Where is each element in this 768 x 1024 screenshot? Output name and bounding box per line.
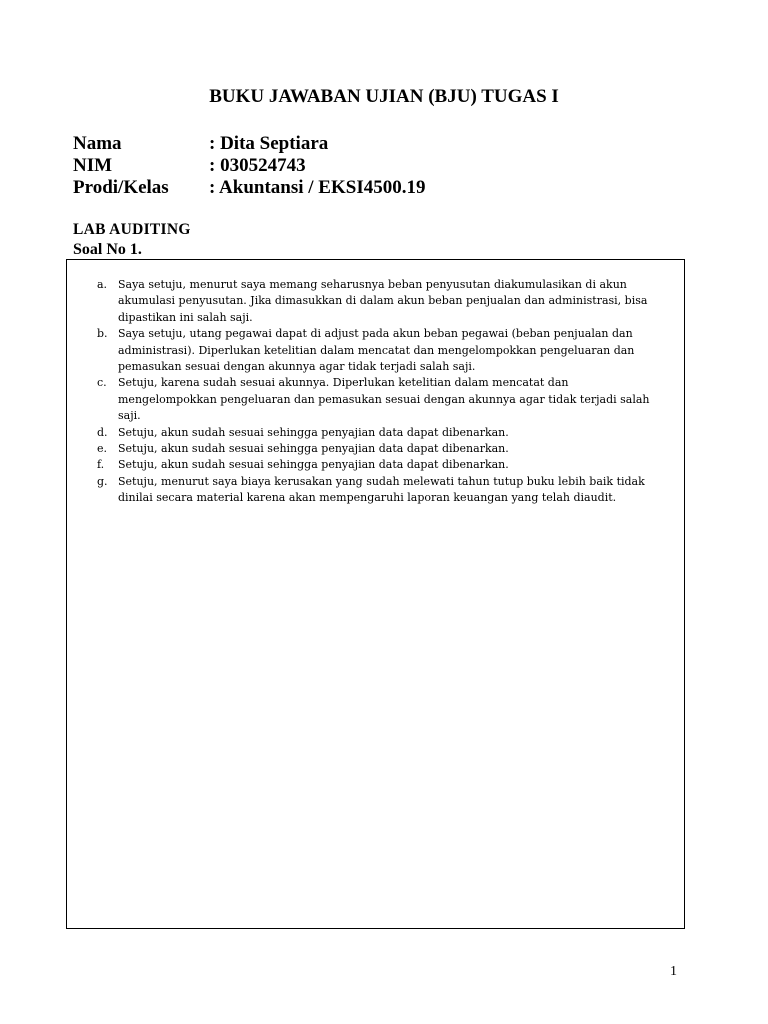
answer-letter: f. xyxy=(97,458,105,472)
info-value: : Akuntansi / EKSI4500.19 xyxy=(209,177,426,198)
info-label: Nama xyxy=(73,133,122,154)
section-title: LAB AUDITING xyxy=(73,221,191,238)
answer-letter: d. xyxy=(97,425,108,439)
info-label: Prodi/Kelas xyxy=(73,177,169,198)
answer-letter: a. xyxy=(97,278,108,291)
answer-list xyxy=(67,260,684,507)
answer-text: Saya setuju, menurut saya memang seharusnya beban penyusutan diakumulasikan di akun akumulasi penyusutan. Jika dimasukkan di dalam akun beban penjualan dan administrasi, bisa dipastikan ini salah saji. xyxy=(118,278,648,324)
page-number: 1 xyxy=(670,964,677,979)
answer-item xyxy=(67,425,670,441)
answer-text: Saya setuju, utang pegawai dapat di adjust pada akun beban pegawai (beban penjualan dan administrasi). Diperlukan ketelitian dalam mencatat dan mengelompokkan pengeluaran dan pemasukan sesuai dengan akunnya agar tidak terjadi salah saji. xyxy=(118,327,635,374)
answer-letter: c. xyxy=(97,376,107,390)
answer-item xyxy=(67,441,670,457)
answer-text: Setuju, karena sudah sesuai akunnya. Diperlukan ketelitian dalam mencatat dan mengelompokkan pengeluaran dan pemasukan sesuai dengan akunnya agar tidak terjadi salah saji. xyxy=(118,376,650,423)
answer-box xyxy=(66,259,685,929)
answer-item xyxy=(67,457,670,473)
answer-letter: e. xyxy=(97,442,108,456)
info-label: NIM xyxy=(73,155,113,176)
info-value: : Dita Septiara xyxy=(209,133,329,154)
answer-item xyxy=(67,277,670,326)
info-row-nim xyxy=(73,155,425,177)
answer-text: Setuju, menurut saya biaya kerusakan yang sudah melewati tahun tutup buku lebih baik tidak dinilai secara material karena akan mempengaruhi laporan keuangan yang telah diaudit. xyxy=(118,474,645,505)
answer-letter: b. xyxy=(97,327,108,341)
info-value: : 030524743 xyxy=(209,155,306,176)
answer-item xyxy=(67,375,670,424)
answer-item xyxy=(67,474,670,507)
student-info xyxy=(73,133,425,199)
section-header xyxy=(73,220,191,260)
answer-text: Setuju, akun sudah sesuai sehingga penyajian data dapat dibenarkan. xyxy=(118,442,509,456)
answer-letter: g. xyxy=(97,474,108,488)
answer-item xyxy=(67,326,670,375)
answer-text: Setuju, akun sudah sesuai sehingga penyajian data dapat dibenarkan. xyxy=(118,425,509,439)
answer-text: Setuju, akun sudah sesuai sehingga penyajian data dapat dibenarkan. xyxy=(118,458,509,472)
question-label: Soal No 1. xyxy=(73,241,142,258)
info-row-nama xyxy=(73,133,425,155)
info-row-prodi xyxy=(73,177,425,199)
page-title: BUKU JAWABAN UJIAN (BJU) TUGAS I xyxy=(209,86,559,107)
